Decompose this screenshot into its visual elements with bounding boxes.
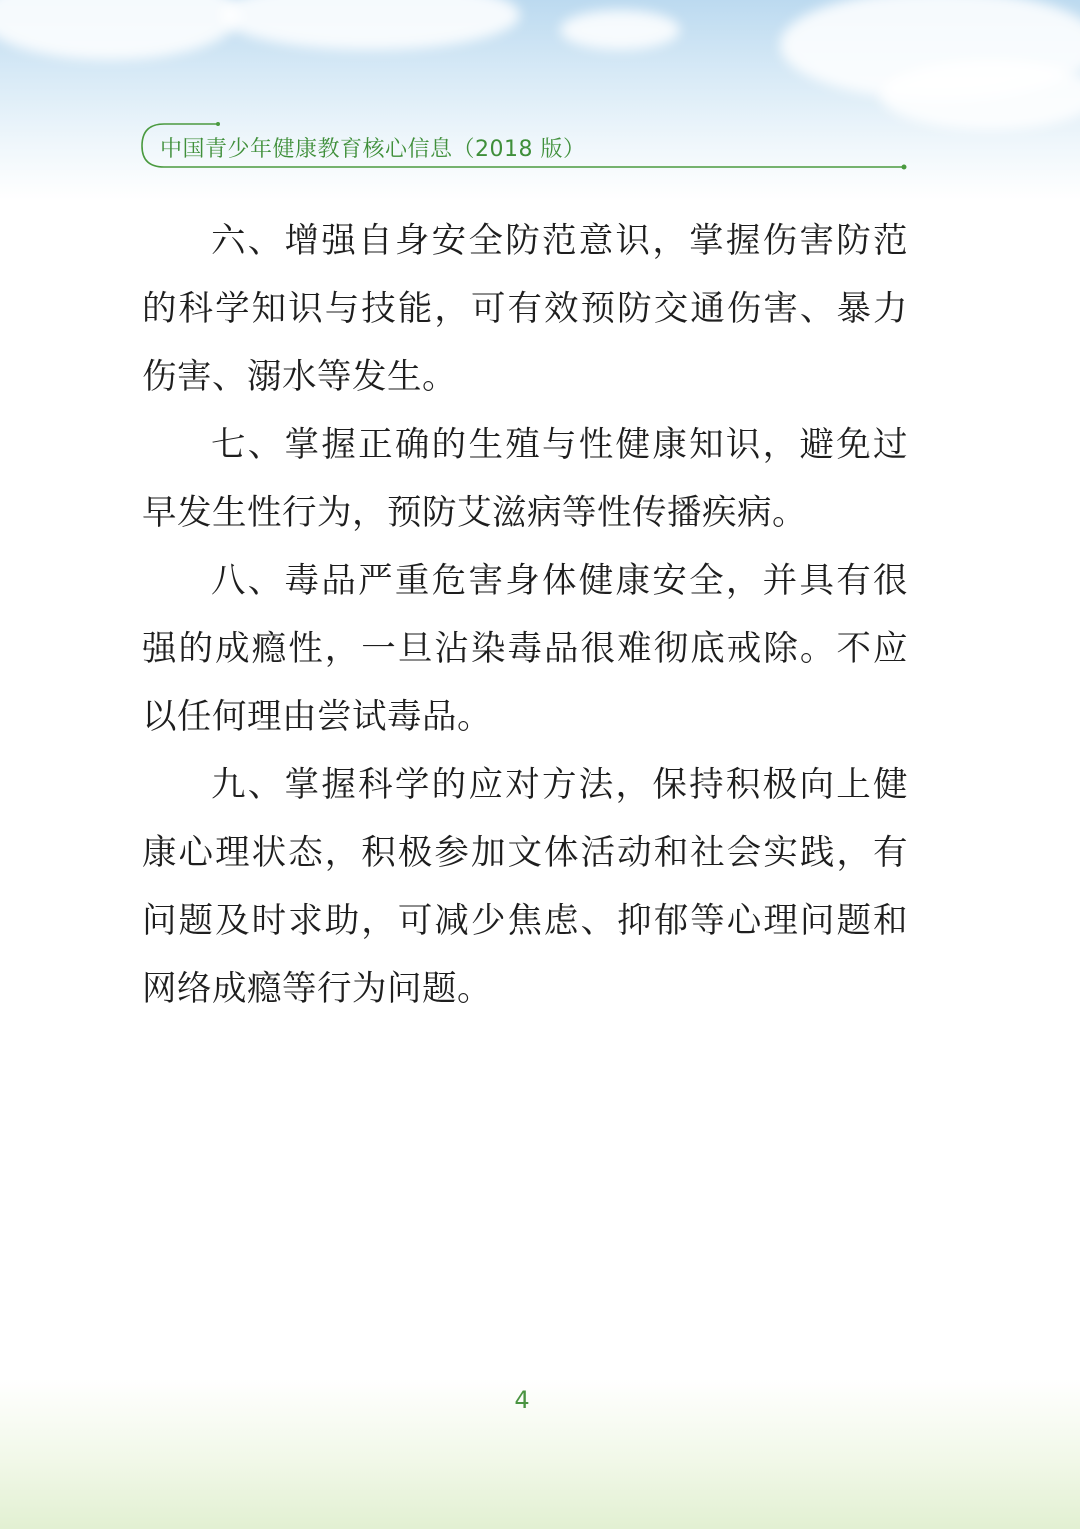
cloud (880, 60, 1080, 130)
paragraph: 九、掌握科学的应对方法，保持积极向上健康心理状态，积极参加文体活动和社会实践，有问题及时求助，可减少焦虑、抑郁等心理问题和网络成瘾等行为问题。 (142, 765, 908, 1009)
paragraph: 六、增强自身安全防范意识，掌握伤害防范的科学知识与技能，可有效预防交通伤害、暴力伤害、溺水等发生。 (142, 221, 908, 397)
body-text (142, 207, 908, 1023)
page-number: 4 (514, 1386, 530, 1414)
cloud (220, 0, 520, 50)
header-title: 中国青少年健康教育核心信息（2018 版） (160, 137, 586, 162)
running-header (140, 122, 910, 172)
cloud (0, 0, 240, 60)
paragraph: 八、毒品严重危害身体健康安全，并具有很强的成瘾性，一旦沾染毒品很难彻底戒除。不应以任何理由尝试毒品。 (142, 561, 908, 737)
cloud (560, 10, 680, 50)
paragraph: 七、掌握正确的生殖与性健康知识，避免过早发生性行为，预防艾滋病等性传播疾病。 (142, 425, 908, 533)
